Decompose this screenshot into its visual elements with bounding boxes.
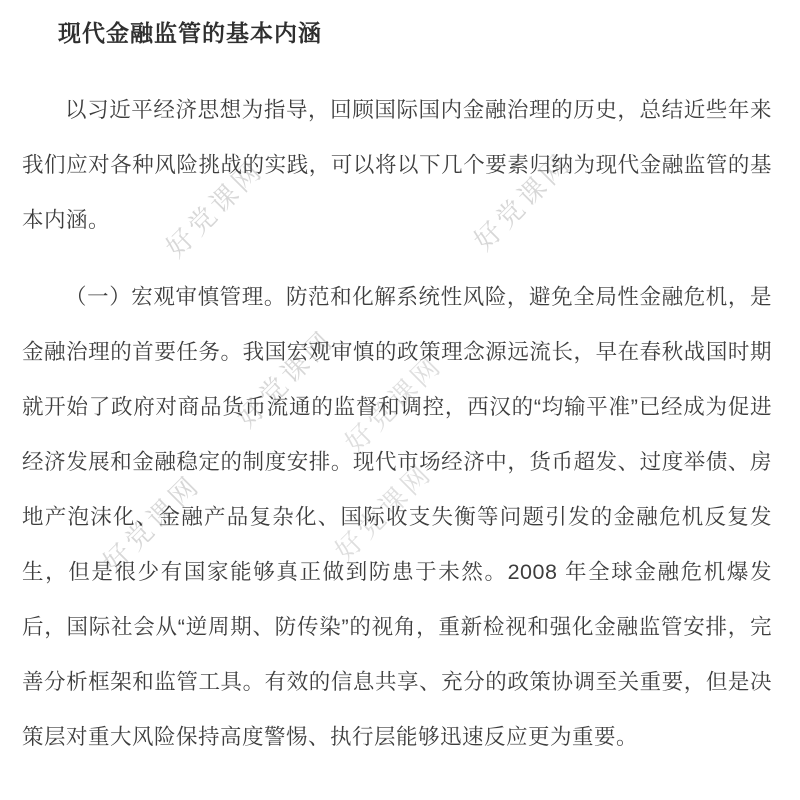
watermark: 好党课网 <box>160 154 270 264</box>
paragraph-intro: 以习近平经济思想为指导，回顾国际国内金融治理的历史，总结近些年来我们应对各种风险挑战的实践，可以将以下几个要素归纳为现代金融监管的基本内涵。 <box>22 98 772 232</box>
paragraph-section-one: （一）宏观审慎管理。防范和化解系统性风险，避免全局性金融危机，是金融治理的首要任务。我国宏观审慎的政策理念源远流长，早在春秋战国时期就开始了政府对商品货币流通的监督和调控，西汉的“均输平准”已经成为促进经济发展和金融稳定的制度安排。现代市场经济中，货币超发、过度举债、房地产泡沫化、金融产品复杂化、国际收支失衡等问题引发的金融危机反复发生，但是很少有国家能够真正做到防患于未然。2008 年全球金融危机爆发后，国际社会从“逆周期、防传染”的视角，重新检视和强化金融监管安排，完善分析框架和监管工具。有效的信息共享、充分的政策协调至关重要，但是决策层对重大风险保持高度警惕、执行层能够迅速反应更为重要。 <box>22 285 772 749</box>
watermark: 好党课网 <box>97 469 207 579</box>
watermark: 好党课网 <box>329 457 439 567</box>
watermark: 好党课网 <box>468 147 578 257</box>
watermark: 好党课网 <box>339 349 449 459</box>
watermark: 好党课网 <box>231 324 341 434</box>
document-title: 现代金融监管的基本内涵 <box>58 20 322 46</box>
